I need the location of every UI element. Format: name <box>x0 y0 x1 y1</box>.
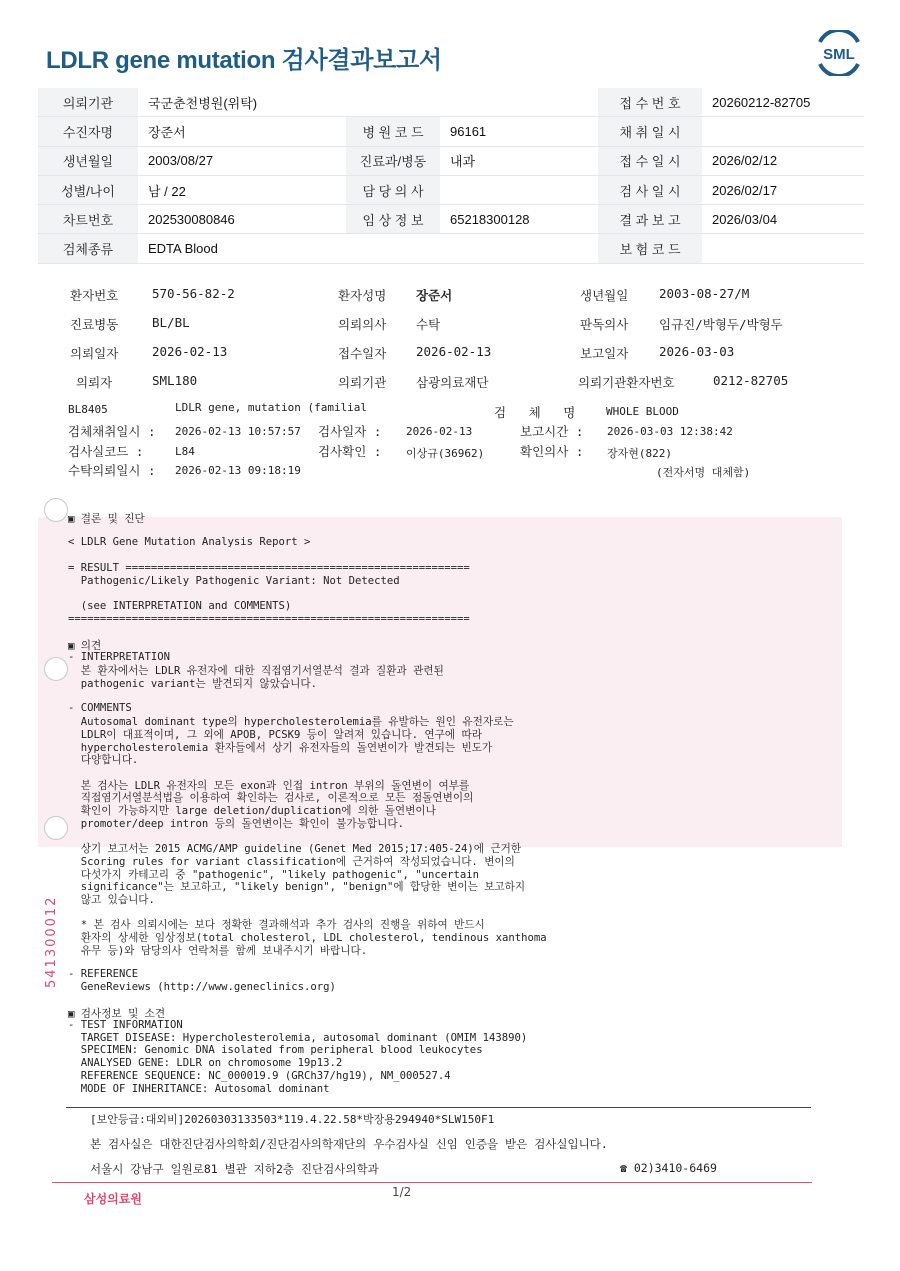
report-line: - COMMENTS <box>68 701 132 714</box>
label-patient-no: 환자번호 <box>70 288 119 303</box>
report-line: TARGET DISEASE: Hypercholesterolemia, autosomal dominant (OMIM 143890) <box>68 1031 528 1044</box>
report-line: LDLR이 대표적이며, 그 외에 APOB, PCSK9 등이 알려져 있습니다. 연구에 따라 <box>68 728 482 741</box>
label-lab-code: 검사실코드 : <box>68 444 144 459</box>
header-label: 접 수 일 시 <box>598 146 702 175</box>
label-report-time: 보고시간 : <box>520 424 584 439</box>
test-name: LDLR gene, mutation (familial <box>175 401 368 414</box>
report-line: pathogenic variant는 발견되지 않았습니다. <box>68 678 318 691</box>
report-line: 본 검사는 LDLR 유전자의 모든 exon과 인접 intron 부위의 돌연변이 여부를 <box>68 779 470 792</box>
value-ward: BL/BL <box>152 315 190 330</box>
header-value: EDTA Blood <box>138 234 346 263</box>
sml-logo <box>814 30 864 76</box>
side-barcode-number: 541300012 <box>44 895 59 988</box>
report-line: 직접염기서열분석법을 이용하여 확인하는 검사로, 이론적으로 모든 점돌연변이의 <box>68 792 474 805</box>
label-confirmer: 확인의사 : <box>520 444 584 459</box>
report-line: (see INTERPRETATION and COMMENTS) <box>68 599 292 612</box>
header-value <box>440 234 598 263</box>
header-label: 수진자명 <box>38 117 138 146</box>
report-line: ▣ 검사정보 및 소견 <box>68 1008 166 1021</box>
value-collection-time: 2026-02-13 10:57:57 <box>175 425 301 438</box>
header-value: 65218300128 <box>440 205 598 234</box>
report-line: 환자의 상세한 임상정보(total cholesterol, LDL cholesterol, tendinous xanthoma <box>68 932 547 945</box>
header-value: 2026/03/04 <box>702 205 864 234</box>
header-value: 20260212-82705 <box>702 88 864 117</box>
header-label: 접 수 번 호 <box>598 88 702 117</box>
header-value: 2003/08/27 <box>138 146 346 175</box>
report-line: MODE OF INHERITANCE: Autosomal dominant <box>68 1082 330 1095</box>
divider-line <box>66 1107 811 1108</box>
label-receipt-date: 접수일자 <box>338 346 387 361</box>
label-patient-name: 환자성명 <box>338 288 387 303</box>
value-specimen: WHOLE BLOOD <box>606 405 679 418</box>
report-title: LDLR gene mutation 검사결과보고서 <box>46 47 442 74</box>
report-line: SPECIMEN: Genomic DNA isolated from peripheral blood leukocytes <box>68 1044 483 1057</box>
header-label: 보 험 코 드 <box>598 234 702 263</box>
label-report-date: 보고일자 <box>580 346 629 361</box>
report-line: 본 환자에서는 LDLR 유전자에 대한 직접염기서열분석 결과 질환과 관련된 <box>68 665 444 678</box>
value-request-time: 2026-02-13 09:18:19 <box>175 464 301 477</box>
value-request-org: 삼광의료재단 <box>416 375 489 390</box>
header-label: 진료과/병동 <box>346 146 440 175</box>
label-collection-time: 검체채취일시 : <box>68 424 156 439</box>
report-line: 확인이 가능하지만 large deletion/duplication에 의한 돌연변이나 <box>68 805 436 818</box>
report-line: GeneReviews (http://www.geneclinics.org) <box>68 980 336 993</box>
header-value <box>440 175 598 204</box>
test-code: BL8405 <box>68 403 108 416</box>
report-line: - INTERPRETATION <box>68 650 171 663</box>
certification-line: 본 검사실은 대한진단검사의학회/진단검사의학재단의 우수검사실 신임 인증을 받은 검사실입니다. <box>90 1137 608 1151</box>
header-value: 2026/02/17 <box>702 175 864 204</box>
value-test-date: 2026-02-13 <box>406 425 473 438</box>
value-requester: SML180 <box>152 373 198 388</box>
value-birth: 2003-08-27/M <box>659 286 750 301</box>
header-label: 차트번호 <box>38 205 138 234</box>
value-patient-name: 장준서 <box>416 288 453 303</box>
value-report-time: 2026-03-03 12:38:42 <box>607 425 733 438</box>
scanned-report <box>0 270 900 1271</box>
header-label: 검 사 일 시 <box>598 175 702 204</box>
report-line: 유무 등)와 담당의사 연락처를 함께 보내주시기 바랍니다. <box>68 944 368 957</box>
value-patient-no: 570-56-82-2 <box>152 286 235 301</box>
header-row <box>38 175 864 204</box>
value-checker: 이상규(36962) <box>406 447 485 460</box>
report-line: 다섯가지 카테고리 중 "pathogenic", "likely pathogenic", "uncertain <box>68 868 480 881</box>
value-lab-code: L84 <box>175 445 195 458</box>
report-line: 않고 있습니다. <box>68 894 155 906</box>
label-test-date: 검사일자 : <box>318 424 382 439</box>
report-line: ANALYSED GENE: LDLR on chromosome 19p13.2 <box>68 1057 343 1070</box>
header-label: 담 당 의 사 <box>346 175 440 204</box>
value-report-date: 2026-03-03 <box>659 344 735 359</box>
header-label <box>346 234 440 263</box>
header-row <box>38 117 864 146</box>
esign-note: (전자서명 대체함) <box>656 466 751 479</box>
report-line: Scoring rules for variant classification에 근거하여 작성되었습니다. 변이의 <box>68 855 515 868</box>
report-line: hypercholesterolemia 환자들에서 상기 유전자들의 돌연변이가 발견되는 빈도가 <box>68 741 493 754</box>
value-reader: 임규진/박형두/박형두 <box>659 317 783 332</box>
report-line: 상기 보고서는 2015 ACMG/AMP guideline (Genet Med 2015;17:405-24)에 근거한 <box>68 843 522 856</box>
header-label: 검체종류 <box>38 234 138 263</box>
report-line: REFERENCE SEQUENCE: NC_000019.9 (GRCh37/hg19), NM_000527.4 <box>68 1069 451 1082</box>
header-label: 성별/나이 <box>38 175 138 204</box>
header-label: 채 취 일 시 <box>598 117 702 146</box>
report-line: ▣ 결론 및 진단 <box>68 513 145 525</box>
header-label: 의뢰기관 <box>38 88 138 117</box>
page-number: 1/2 <box>392 1185 412 1199</box>
value-request-date: 2026-02-13 <box>152 344 228 359</box>
report-line: * 본 검사 의뢰시에는 보다 정확한 결과해석과 추가 검사의 진행을 위하여 반드시 <box>68 919 485 932</box>
report-line: Autosomal dominant type의 hypercholesterolemia를 유발하는 원인 유전자로는 <box>68 716 514 729</box>
label-checker: 검사확인 : <box>318 444 382 459</box>
header-value: 202530080846 <box>138 205 346 234</box>
label-doctor: 의뢰의사 <box>338 317 387 332</box>
header-label: 임 상 정 보 <box>346 205 440 234</box>
header-value <box>702 234 864 263</box>
label-request-time: 수탁의뢰일시 : <box>68 463 156 478</box>
header-value <box>702 117 864 146</box>
header-info-table <box>38 88 864 264</box>
punch-hole <box>44 816 68 840</box>
header-value: 2026/02/12 <box>702 146 864 175</box>
header-label: 결 과 보 고 <box>598 205 702 234</box>
report-line: - REFERENCE <box>68 968 139 981</box>
report-line: significance"는 보고하고, "likely benign", "benign"에 합당한 변이는 보고하지 <box>68 881 526 894</box>
header-value: 국군춘천병원(위탁) <box>138 88 346 117</box>
header-label <box>346 88 440 117</box>
address-line: 서울시 강남구 일원로81 별관 지하2층 진단검사의학과 <box>90 1162 379 1176</box>
header-row <box>38 234 864 263</box>
phone-number: ☎ 02)3410-6469 <box>620 1161 717 1175</box>
label-birth: 생년월일 <box>580 288 629 303</box>
header-value: 장준서 <box>138 117 346 146</box>
footer-divider <box>52 1182 812 1183</box>
header-value: 96161 <box>440 117 598 146</box>
value-confirmer: 장자현(822) <box>607 447 672 460</box>
security-line: [보안등급:대외비]20260303133503*119.4.22.58*박장용294940*SLW150F1 <box>90 1113 495 1126</box>
header-value <box>440 88 598 117</box>
header-row <box>38 146 864 175</box>
value-doctor: 수탁 <box>416 317 441 332</box>
header-value: 남 / 22 <box>138 175 346 204</box>
label-request-date: 의뢰일자 <box>70 346 119 361</box>
report-line: < LDLR Gene Mutation Analysis Report > <box>68 536 311 549</box>
logo-text: SML <box>823 46 855 63</box>
value-request-org-no: 0212-82705 <box>713 373 789 388</box>
report-line: ▣ 의견 <box>68 640 102 652</box>
report-line: - TEST INFORMATION <box>68 1019 183 1031</box>
header-row <box>38 88 864 117</box>
punch-hole <box>44 498 68 522</box>
label-requester: 의뢰자 <box>76 375 113 390</box>
header-label: 생년월일 <box>38 146 138 175</box>
label-ward: 진료병동 <box>70 317 119 332</box>
report-line: promoter/deep intron 등의 돌연변이는 확인이 불가능합니다. <box>68 817 404 830</box>
label-request-org-no: 의뢰기관환자번호 <box>578 375 675 390</box>
punch-hole <box>44 657 68 681</box>
value-receipt-date: 2026-02-13 <box>416 344 492 359</box>
label-request-org: 의뢰기관 <box>338 375 387 390</box>
label-specimen: 검 체 명 <box>494 405 576 420</box>
report-line: =============================================================== <box>68 612 470 625</box>
header-value: 내과 <box>440 146 598 175</box>
report-line: = RESULT ====================================================== <box>68 561 470 574</box>
header-row <box>38 205 864 234</box>
header-label: 병 원 코 드 <box>346 117 440 146</box>
report-line: 다양합니다. <box>68 754 139 767</box>
label-reader: 판독의사 <box>580 317 629 332</box>
footer-brand: 삼성의료원 <box>84 1192 142 1206</box>
report-line: Pathogenic/Likely Pathogenic Variant: Not Detected <box>68 574 400 587</box>
